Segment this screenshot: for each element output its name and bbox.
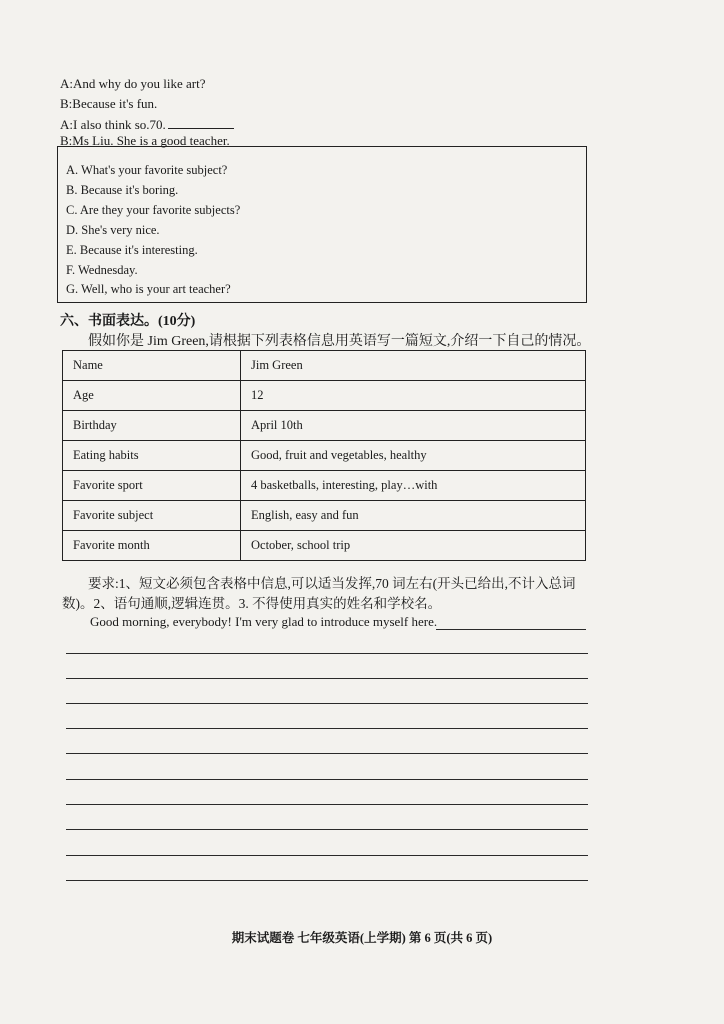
writing-line[interactable] xyxy=(66,653,588,654)
writing-line[interactable] xyxy=(436,629,586,630)
table-value: October, school trip xyxy=(241,531,586,561)
writing-line[interactable] xyxy=(66,880,588,881)
writing-line[interactable] xyxy=(66,855,588,856)
dialogue-line-3-text: A:I also think so.70. xyxy=(60,117,166,132)
option-b: B. Because it's boring. xyxy=(66,183,179,197)
option-c: C. Are they your favorite subjects? xyxy=(66,203,241,217)
writing-line[interactable] xyxy=(66,779,588,780)
requirements-line-1: 要求:1、短文必须包含表格中信息,可以适当发挥,70 词左右(开头已给出,不计入总词 xyxy=(88,576,576,591)
dialogue-line-2: B:Because it's fun. xyxy=(60,96,158,111)
table-key: Favorite sport xyxy=(63,471,241,501)
option-f: F. Wednesday. xyxy=(66,263,138,277)
writing-line[interactable] xyxy=(66,804,588,805)
info-table xyxy=(62,350,586,561)
table-key: Favorite month xyxy=(63,531,241,561)
table-key: Name xyxy=(63,351,241,381)
page-footer: 期末试题卷 七年级英语(上学期) 第 6 页(共 6 页) xyxy=(231,931,493,945)
table-value: 4 basketballs, interesting, play…with xyxy=(241,471,586,501)
table-value: April 10th xyxy=(241,411,586,441)
dialogue-line-4: B:Ms Liu. She is a good teacher. xyxy=(60,133,230,148)
table-key: Eating habits xyxy=(63,441,241,471)
dialogue-line-1: A:And why do you like art? xyxy=(60,76,206,91)
table-row xyxy=(63,411,586,441)
essay-opening: Good morning, everybody! I'm very glad to introduce myself here. xyxy=(90,614,438,629)
option-d: D. She's very nice. xyxy=(66,223,160,237)
requirements-line-2: 数)。2、语句通顺,逻辑连贯。3. 不得使用真实的姓名和学校名。 xyxy=(62,596,442,611)
table-key: Favorite subject xyxy=(63,501,241,531)
writing-line[interactable] xyxy=(66,678,588,679)
table-row xyxy=(63,531,586,561)
table-row xyxy=(63,441,586,471)
option-g: G. Well, who is your art teacher? xyxy=(66,282,231,296)
options-box xyxy=(57,146,587,303)
option-a: A. What's your favorite subject? xyxy=(66,163,228,177)
table-key: Age xyxy=(63,381,241,411)
table-row xyxy=(63,471,586,501)
table-value: Good, fruit and vegetables, healthy xyxy=(241,441,586,471)
option-e: E. Because it's interesting. xyxy=(66,243,198,257)
answer-blank-70[interactable] xyxy=(168,114,234,129)
writing-line[interactable] xyxy=(66,728,588,729)
table-value: Jim Green xyxy=(241,351,586,381)
writing-line[interactable] xyxy=(66,703,588,704)
section-title: 六、书面表达。(10分) xyxy=(60,314,196,329)
table-row xyxy=(63,501,586,531)
table-row xyxy=(63,381,586,411)
writing-line[interactable] xyxy=(66,829,588,830)
section-instruction: 假如你是 Jim Green,请根据下列表格信息用英语写一篇短文,介绍一下自己的情况。 xyxy=(88,334,591,349)
table-row xyxy=(63,351,586,381)
writing-line[interactable] xyxy=(66,753,588,754)
table-value: English, easy and fun xyxy=(241,501,586,531)
table-key: Birthday xyxy=(63,411,241,441)
table-value: 12 xyxy=(241,381,586,411)
